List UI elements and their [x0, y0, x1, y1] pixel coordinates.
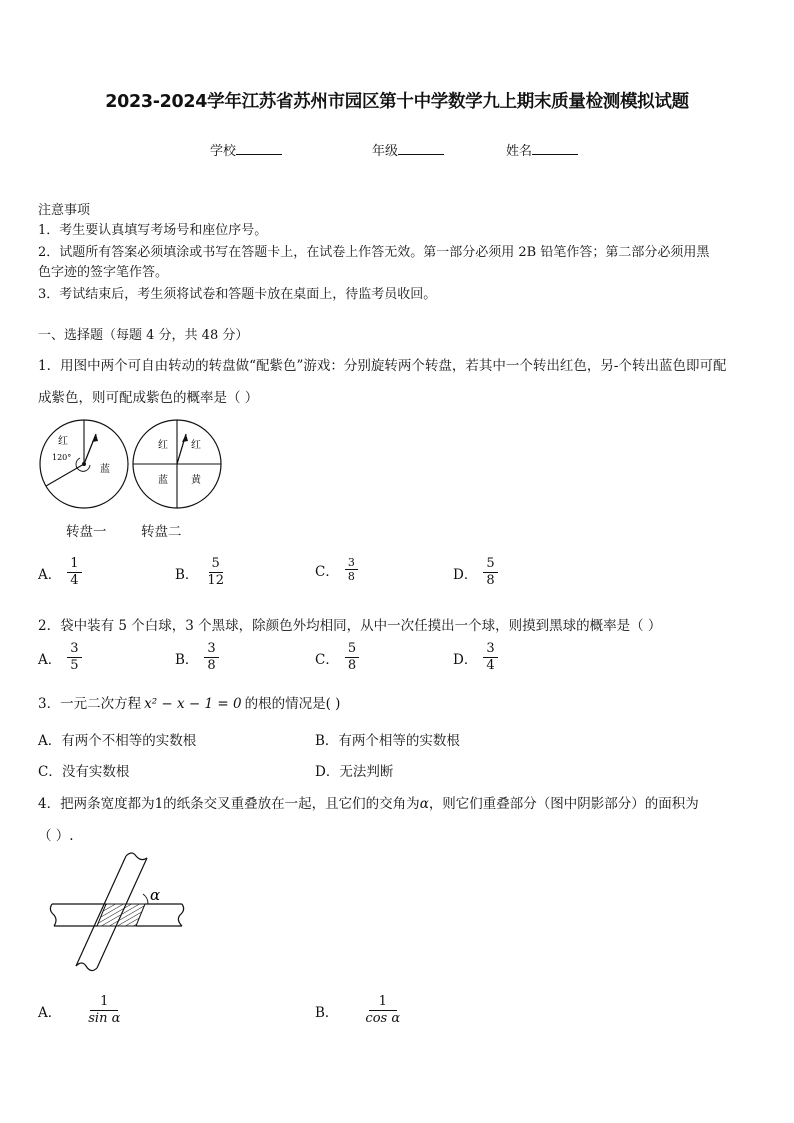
spinner2-red-label-2: 红 — [191, 440, 201, 451]
spinner1-red-label: 红 — [58, 436, 68, 447]
q3-option-c[interactable]: C．没有实数根 — [38, 764, 130, 780]
spinner-one-caption: 转盘一 — [66, 524, 107, 540]
name-blank — [532, 142, 578, 155]
spinner-one — [40, 420, 128, 508]
school-field — [210, 140, 282, 159]
q3-option-b[interactable]: B．有两个相等的实数根 — [315, 733, 460, 749]
q4-option-a[interactable]: A． $\frac{1}{\text{sin α}}$ — [38, 994, 123, 1027]
q2-option-b[interactable]: B． $\frac{3}{8}$ — [175, 641, 219, 674]
fraction: $\frac{3}{8}$ — [204, 641, 218, 674]
q1-option-b[interactable]: B． $\frac{5}{12}$ — [175, 556, 227, 589]
notice-heading: 注意事项 — [38, 203, 91, 218]
spinner1-blue-label: 蓝 — [100, 464, 110, 475]
notice-item-1: 1．考生要认真填写考场号和座位序号。 — [38, 223, 268, 238]
question-4-text: 4．把两条宽度都为1的纸条交叉重叠放在一起，且它们的交角为α，则它们重叠部分（图中阴影部分）的面积为 — [38, 796, 699, 812]
q1-option-a[interactable]: A． $\frac{1}{4}$ — [38, 556, 82, 589]
fraction: $\frac{5}{8}$ — [483, 556, 497, 589]
figure-alpha-label: α — [150, 886, 161, 904]
spinner1-angle-label: 120° — [52, 453, 72, 462]
fraction: $\frac{1}{\text{cos α}}$ — [365, 994, 401, 1026]
spinner-two-caption: 转盘二 — [141, 524, 182, 540]
school-blank — [236, 142, 282, 155]
spinner2-blue-label: 蓝 — [158, 475, 168, 486]
question-3-text: 3．一元二次方程 x² − x − 1 = 0 的根的情况是( ) — [38, 696, 341, 712]
fraction: $\frac{1}{4}$ — [67, 556, 81, 589]
q4-option-b[interactable]: B． $\frac{1}{\text{cos α}}$ — [315, 994, 403, 1027]
page-title: 2023-2024学年江苏省苏州市园区第十中学数学九上期末质量检测模拟试题 — [105, 92, 689, 112]
equation: x² − x − 1 = 0 — [144, 696, 242, 712]
question-1-text: 1．用图中两个可自由转动的转盘做“配紫色”游戏：分别旋转两个转盘，若其中一个转出红色，另-个转出蓝色即可配 — [38, 358, 727, 374]
crossed-strips-figure — [44, 848, 194, 978]
section-heading: 一、选择题（每题 4 分，共 48 分） — [38, 328, 249, 343]
fraction: $\frac{3}{8}$ — [345, 556, 358, 583]
school-label: 学校 — [210, 144, 237, 159]
spinners-figure — [36, 416, 236, 516]
fraction: $\frac{1}{\text{sin α}}$ — [88, 994, 121, 1026]
fraction: $\frac{3}{4}$ — [483, 641, 497, 674]
notice-item-2-cont: 色字迹的签字笔作答。 — [38, 265, 169, 280]
q2-option-d[interactable]: D． $\frac{3}{4}$ — [453, 641, 498, 674]
fraction: $\frac{5}{12}$ — [207, 556, 224, 588]
q2-option-c[interactable]: C． $\frac{5}{8}$ — [315, 641, 359, 674]
question-4-text-cont: （ ）. — [38, 828, 74, 844]
question-2-text: 2．袋中装有 5 个白球，3 个黑球，除颜色外均相同，从中一次任摸出一个球，则摸到黑球的概率是（ ） — [38, 618, 662, 634]
notice-item-3: 3．考试结束后，考生须将试卷和答题卡放在桌面上，待监考员收回。 — [38, 287, 437, 302]
spinner2-red-label-1: 红 — [158, 440, 168, 451]
fraction: $\frac{3}{5}$ — [67, 641, 81, 674]
q1-option-c[interactable]: C． $\frac{3}{8}$ — [315, 556, 358, 583]
q1-option-d[interactable]: D． $\frac{5}{8}$ — [453, 556, 498, 589]
grade-field — [372, 140, 444, 159]
q3-option-d[interactable]: D．无法判断 — [315, 764, 394, 780]
fraction: $\frac{5}{8}$ — [345, 641, 359, 674]
q3-option-a[interactable]: A．有两个不相等的实数根 — [38, 733, 197, 749]
spinner-two — [133, 420, 221, 508]
q2-option-a[interactable]: A． $\frac{3}{5}$ — [38, 641, 82, 674]
name-label: 姓名 — [506, 144, 533, 159]
spinner2-yellow-label: 黄 — [191, 475, 201, 486]
grade-blank — [398, 142, 444, 155]
question-1-text-cont: 成紫色，则可配成紫色的概率是（ ） — [38, 390, 259, 406]
name-field — [506, 140, 578, 159]
grade-label: 年级 — [372, 144, 399, 159]
alpha-symbol: α — [419, 796, 429, 812]
notice-item-2: 2．试题所有答案必须填涂或书写在答题卡上，在试卷上作答无效。第一部分必须用 2B 铅笔作答；第二部分必须用黑 — [38, 245, 710, 260]
